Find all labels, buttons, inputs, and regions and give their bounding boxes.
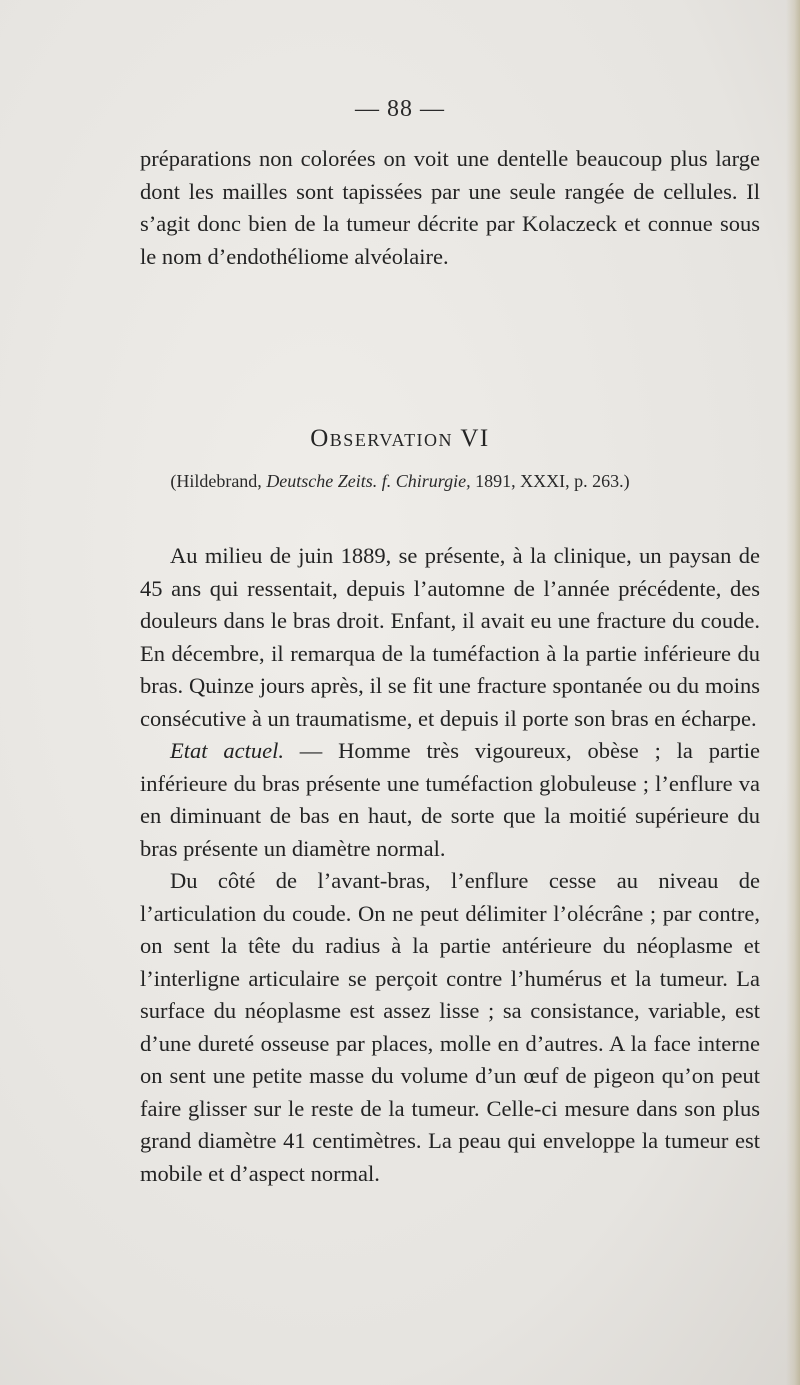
observation-heading: Observation VI xyxy=(310,425,490,452)
observation-reference xyxy=(0,471,800,492)
body-paragraph-3: Du côté de l’avant-bras, l’enflure cesse au niveau de l’articulation du coude. On ne peut délimiter l’olécrâne ; par contre, on sent la tête du radius à la partie antérieure du néoplasme et l’interligne articulaire se perçoit contre l’humérus et la tumeur. La surface du néoplasme est assez lisse ; sa consistance, variable, est d’une dureté osseuse par places, molle en d’autres. A la face interne on sent une petite masse du volume d’un œuf de pigeon qu’on peut faire glisser sur le reste de la tumeur. Celle-ci mesure dans son plus grand diamètre 41 centimètres. La peau qui enveloppe la tumeur est mobile et d’aspect normal. xyxy=(140,868,760,1186)
body-paragraph-2-text: — Homme très vigoureux, obèse ; la partie inférieure du bras présente une tuméfaction globuleuse ; l’enflure va en diminuant de bas en haut, de sorte que la moitié supérieure du bras présente un diamètre normal. xyxy=(140,738,760,861)
intro-paragraph-text: préparations non colorées on voit une dentelle beaucoup plus large dont les mailles sont tapissées par une seule rangée de cellules. Il s’agit donc bien de la tumeur décrite par Kolaczeck et connue sous le nom d’endothéliome alvéolaire. xyxy=(140,146,760,269)
observation-body xyxy=(140,540,760,1190)
reference-journal: Deutsche Zeits. f. Chirurgie, xyxy=(266,471,471,491)
etat-actuel-label: Etat actuel. xyxy=(170,738,284,763)
reference-details: 1891, XXXI, p. 263.) xyxy=(470,471,630,491)
page-edge-shadow xyxy=(786,0,800,1385)
body-paragraph-2 xyxy=(140,735,760,865)
body-paragraph-1: Au milieu de juin 1889, se présente, à la clinique, un paysan de 45 ans qui ressentait, depuis l’automne de l’année précédente, des douleurs dans le bras droit. Enfant, il avait eu une fracture du coude. En décembre, il remarqua de la tuméfaction à la partie inférieure du bras. Quinze jours après, il se fit une fracture spontanée ou du moins consécutive à un traumatisme, et depuis il porte son bras en écharpe. xyxy=(140,543,760,731)
page-number: — 88 — xyxy=(355,96,445,122)
intro-paragraph xyxy=(140,143,760,273)
reference-author: (Hildebrand, xyxy=(170,471,267,491)
